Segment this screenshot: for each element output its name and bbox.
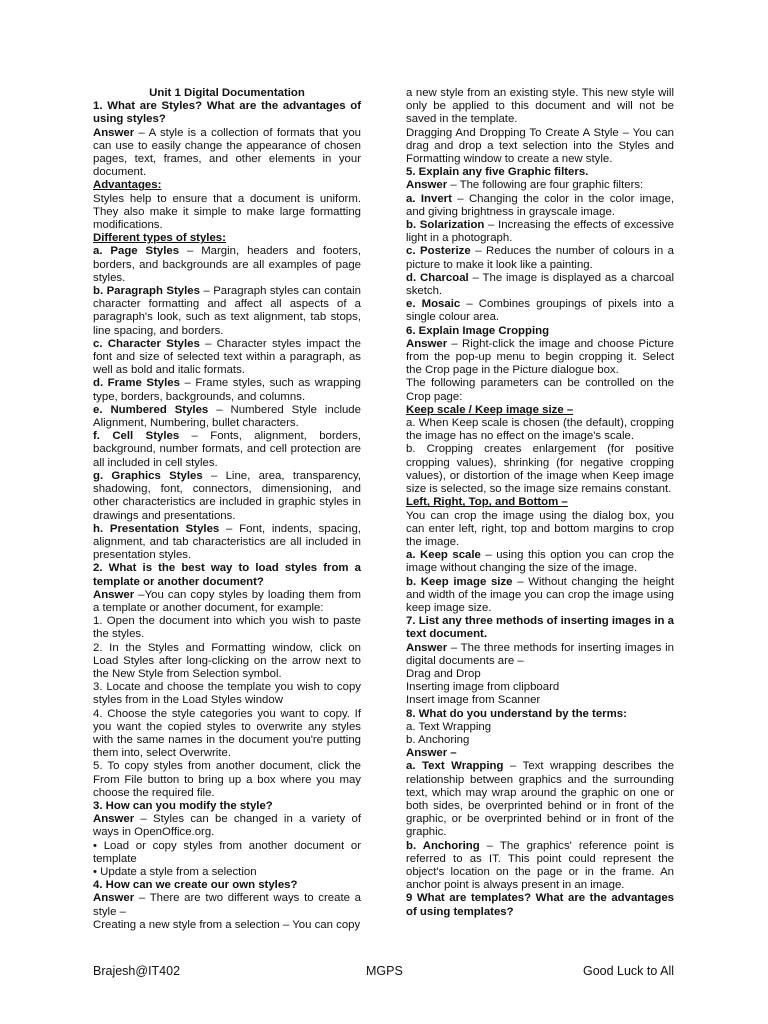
question-heading: 5. Explain any five Graphic filters.	[406, 166, 589, 179]
paragraph-text: 5. To copy styles from another document, click the From File button to bring up a box where you may choose the required file.	[93, 760, 361, 799]
paragraph-text: Styles help to ensure that a document is uniform. They also make it simple to make large formatting modifications.	[93, 192, 361, 232]
paragraph-text: b. Anchoring	[406, 733, 470, 746]
term-label: b. Keep image size	[406, 575, 513, 588]
paragraph	[93, 866, 361, 879]
paragraph-text: a. When Keep scale is chosen (the default), cropping the image has no effect on the image's scale.	[406, 417, 674, 443]
term-label: a. Keep scale	[406, 549, 481, 562]
paragraph	[406, 127, 674, 167]
term-label: a. Page Styles	[93, 245, 180, 258]
term-label: b. Anchoring	[406, 839, 480, 852]
paragraph	[93, 840, 361, 866]
footer-school: MGPS	[366, 964, 403, 978]
term-label: e. Mosaic	[406, 298, 461, 311]
paragraph-text: – Text wrapping describes the relationship between graphics and the surrounding text, which may wrap around the graphic on one or both sides, be overprinted behind or in front of the graphic, or be overprinted behind or in front of the graphic.	[406, 760, 674, 839]
paragraph-text: a. Text Wrapping	[406, 720, 492, 733]
paragraph	[93, 338, 361, 378]
paragraph	[93, 377, 361, 403]
paragraph-text: • Update a style from a selection	[93, 865, 257, 878]
paragraph-text: – Changing the color in the color image, and giving brightness in grayscale image.	[406, 192, 674, 218]
paragraph	[93, 760, 361, 800]
paragraph	[406, 179, 674, 192]
paragraph-text: 1. Open the document into which you wish to paste the styles.	[93, 615, 361, 641]
paragraph-text: – Numbered Style include Alignment, Numbering, bullet characters.	[93, 403, 361, 430]
question-heading: 2. What is the best way to load styles from a template or another document?	[93, 562, 361, 588]
paragraph	[406, 576, 674, 616]
paragraph	[406, 338, 674, 378]
term-label: f. Cell Styles	[93, 430, 180, 443]
paragraph-text: – The image is displayed as a charcoal sketch.	[406, 271, 675, 298]
paragraph	[406, 87, 674, 127]
subheading: Keep scale / Keep image size –	[406, 403, 574, 416]
question-heading: 9 What are templates? What are the advantages of using templates?	[406, 892, 674, 918]
paragraph-text: – Reduces the number of colours in a picture to make it look like a painting.	[406, 245, 675, 271]
term-label: c. Posterize	[406, 245, 471, 258]
paragraph-text: – Margin, headers and footers, borders, and backgrounds are all examples of page styles.	[93, 245, 362, 284]
paragraph	[93, 430, 361, 470]
paragraph-text: b. Cropping creates enlargement (for positive cropping values), shrinking (for negative cropping values), or distortion of the image when Keep image size is selected, so the image size remains constant.	[406, 443, 674, 496]
paragraph-text: 2. In the Styles and Formatting window, click on Load Styles after long-clicking on the arrow next to the New Style from Selection symbol.	[93, 641, 361, 680]
paragraph	[93, 642, 361, 682]
document-title: Unit 1 Digital Documentation	[149, 87, 305, 99]
subheading: Advantages:	[93, 179, 162, 192]
paragraph	[406, 193, 674, 219]
paragraph	[93, 127, 361, 180]
term-label: Answer	[93, 126, 135, 139]
paragraph	[406, 245, 674, 271]
paragraph-text: – The graphics' reference point is referred to as IT. This point could represent the object's location on the page or in the frame. An anchor point is always present in an image.	[406, 839, 675, 892]
paragraph	[93, 245, 361, 285]
paragraph-text: – Line, area, transparency, shadowing, font, connectors, dimensioning, and other characteristics are included in graphic styles in drawings and presentations.	[93, 469, 361, 522]
term-label: Answer	[406, 179, 448, 192]
paragraph-text: – Combines groupings of pixels into a single colour area.	[406, 298, 674, 324]
question-heading: Answer –	[406, 747, 457, 760]
footer-author: Brajesh@IT402	[93, 964, 181, 978]
term-label: Answer	[406, 641, 448, 654]
paragraph	[93, 193, 361, 233]
question-heading: 8. What do you understand by the terms:	[406, 707, 627, 720]
left-column	[93, 87, 361, 932]
paragraph	[406, 642, 674, 668]
paragraph	[93, 892, 361, 918]
term-label: Answer	[93, 588, 135, 601]
paragraph	[406, 443, 674, 496]
paragraph	[93, 919, 361, 932]
subheading: Left, Right, Top, and Bottom –	[406, 496, 568, 509]
paragraph-text: – Styles can be changed in a variety of ways in OpenOffice.org.	[93, 813, 361, 839]
term-label: Answer	[406, 337, 448, 350]
paragraph-text: • Load or copy styles from another document or template	[93, 839, 361, 865]
paragraph-text: Drag and Drop	[406, 667, 481, 680]
paragraph	[93, 404, 361, 430]
paragraph-text: 4. Choose the style categories you want to copy. If you want the copied styles to overwrite any styles with the same names in the document you're putting them into, select Overwrite.	[93, 707, 361, 760]
paragraph-text: – A style is a collection of formats that you can use to easily change the appearance of chosen pages, text, frames, and other elements in your document.	[93, 126, 361, 179]
paragraph-text: –You can copy styles by loading them from a template or another document, for example:	[93, 588, 361, 614]
paragraph-text: – Paragraph styles can contain character formatting and affect all aspects of a paragraph's look, such as text alignment, tab stops, line spacing, and borders.	[93, 285, 361, 337]
question-heading: 7. List any three methods of inserting images in a text document.	[406, 615, 674, 641]
question-heading: 1. What are Styles? What are the advantages of using styles?	[93, 100, 361, 126]
paragraph	[406, 760, 674, 839]
term-label: a. Text Wrapping	[406, 760, 504, 773]
subheading: Different types of styles:	[93, 232, 226, 245]
paragraph	[406, 510, 674, 550]
footer-message: Good Luck to All	[582, 964, 674, 978]
paragraph-text: Dragging And Dropping To Create A Style – You can drag and drop a text selection into the Styles and Formatting window to create a new style.	[406, 126, 674, 166]
paragraph-text: The following parameters can be controlled on the Crop page:	[406, 377, 674, 403]
paragraph	[406, 219, 674, 245]
paragraph	[93, 285, 361, 338]
term-label: b. Solarization	[406, 219, 485, 232]
paragraph-text: a new style from an existing style. This new style will only be applied to this document and will not be saved in the template.	[406, 87, 674, 126]
paragraph-text: – Fonts, alignment, borders, background, number formats, and cell protection are all included in cell styles.	[93, 430, 361, 469]
paragraph	[406, 377, 674, 403]
paragraph-text: – Without changing the height and width of the image you can crop the image using keep image size.	[406, 575, 674, 614]
paragraph-text: – Increasing the effects of excessive light in a photograph.	[406, 219, 674, 245]
paragraph	[406, 681, 674, 694]
term-label: Answer	[93, 892, 135, 905]
term-label: b. Paragraph Styles	[93, 285, 200, 298]
question-heading: 3. How can you modify the style?	[93, 799, 273, 812]
paragraph	[406, 734, 674, 747]
term-label: d. Frame Styles	[93, 377, 180, 390]
term-label: c. Character Styles	[93, 337, 200, 350]
paragraph	[406, 272, 674, 298]
question-heading: 4. How can we create our own styles?	[93, 879, 298, 892]
paragraph-text: Inserting image from clipboard	[406, 681, 560, 694]
paragraph	[406, 417, 674, 443]
paragraph-text: – Font, indents, spacing, alignment, and tab characteristics are all included in presentation styles.	[93, 522, 361, 562]
paragraph	[93, 589, 361, 615]
term-label: a. Invert	[406, 192, 452, 205]
paragraph	[93, 470, 361, 523]
paragraph-text: – The following are four graphic filters:	[447, 179, 644, 192]
term-label: h. Presentation Styles	[93, 522, 220, 535]
paragraph	[406, 694, 674, 707]
paragraph-text: You can crop the image using the dialog box, you can enter left, right, top and bottom margins to crop the image.	[406, 509, 674, 548]
paragraph-text: – There are two different ways to create a style –	[93, 892, 361, 918]
paragraph	[406, 721, 674, 734]
paragraph-text: 3. Locate and choose the template you wish to copy styles from in the Load Styles window	[93, 681, 361, 707]
paragraph	[93, 708, 361, 761]
page-footer	[93, 964, 674, 980]
paragraph	[93, 615, 361, 641]
paragraph-text: Insert image from Scanner	[406, 694, 541, 707]
paragraph	[406, 549, 674, 575]
term-label: Answer	[93, 813, 135, 826]
paragraph	[406, 298, 674, 324]
paragraph-text: – The three methods for inserting images in digital documents are –	[406, 641, 674, 667]
paragraph-text: Creating a new style from a selection – You can copy	[93, 918, 361, 931]
paragraph	[406, 668, 674, 681]
paragraph-text: – Character styles impact the font and size of selected text within a paragraph, as well as bold and italic formats.	[93, 337, 362, 377]
question-heading: 6. Explain Image Cropping	[406, 324, 550, 337]
term-label: d. Charcoal	[406, 271, 469, 284]
paragraph-text: – using this option you can crop the image without changing the size of the image.	[406, 549, 674, 575]
paragraph	[406, 840, 674, 893]
paragraph-text: – Frame styles, such as wrapping type, borders, backgrounds, and columns.	[93, 377, 361, 403]
term-label: g. Graphics Styles	[93, 469, 203, 482]
paragraph	[93, 813, 361, 839]
paragraph	[93, 523, 361, 563]
paragraph-text: – Right-click the image and choose Picture from the pop-up menu to begin cropping it. Select the Crop page in the Picture dialogue box.	[406, 337, 674, 377]
paragraph	[93, 681, 361, 707]
right-column	[406, 87, 674, 919]
term-label: e. Numbered Styles	[93, 403, 209, 416]
